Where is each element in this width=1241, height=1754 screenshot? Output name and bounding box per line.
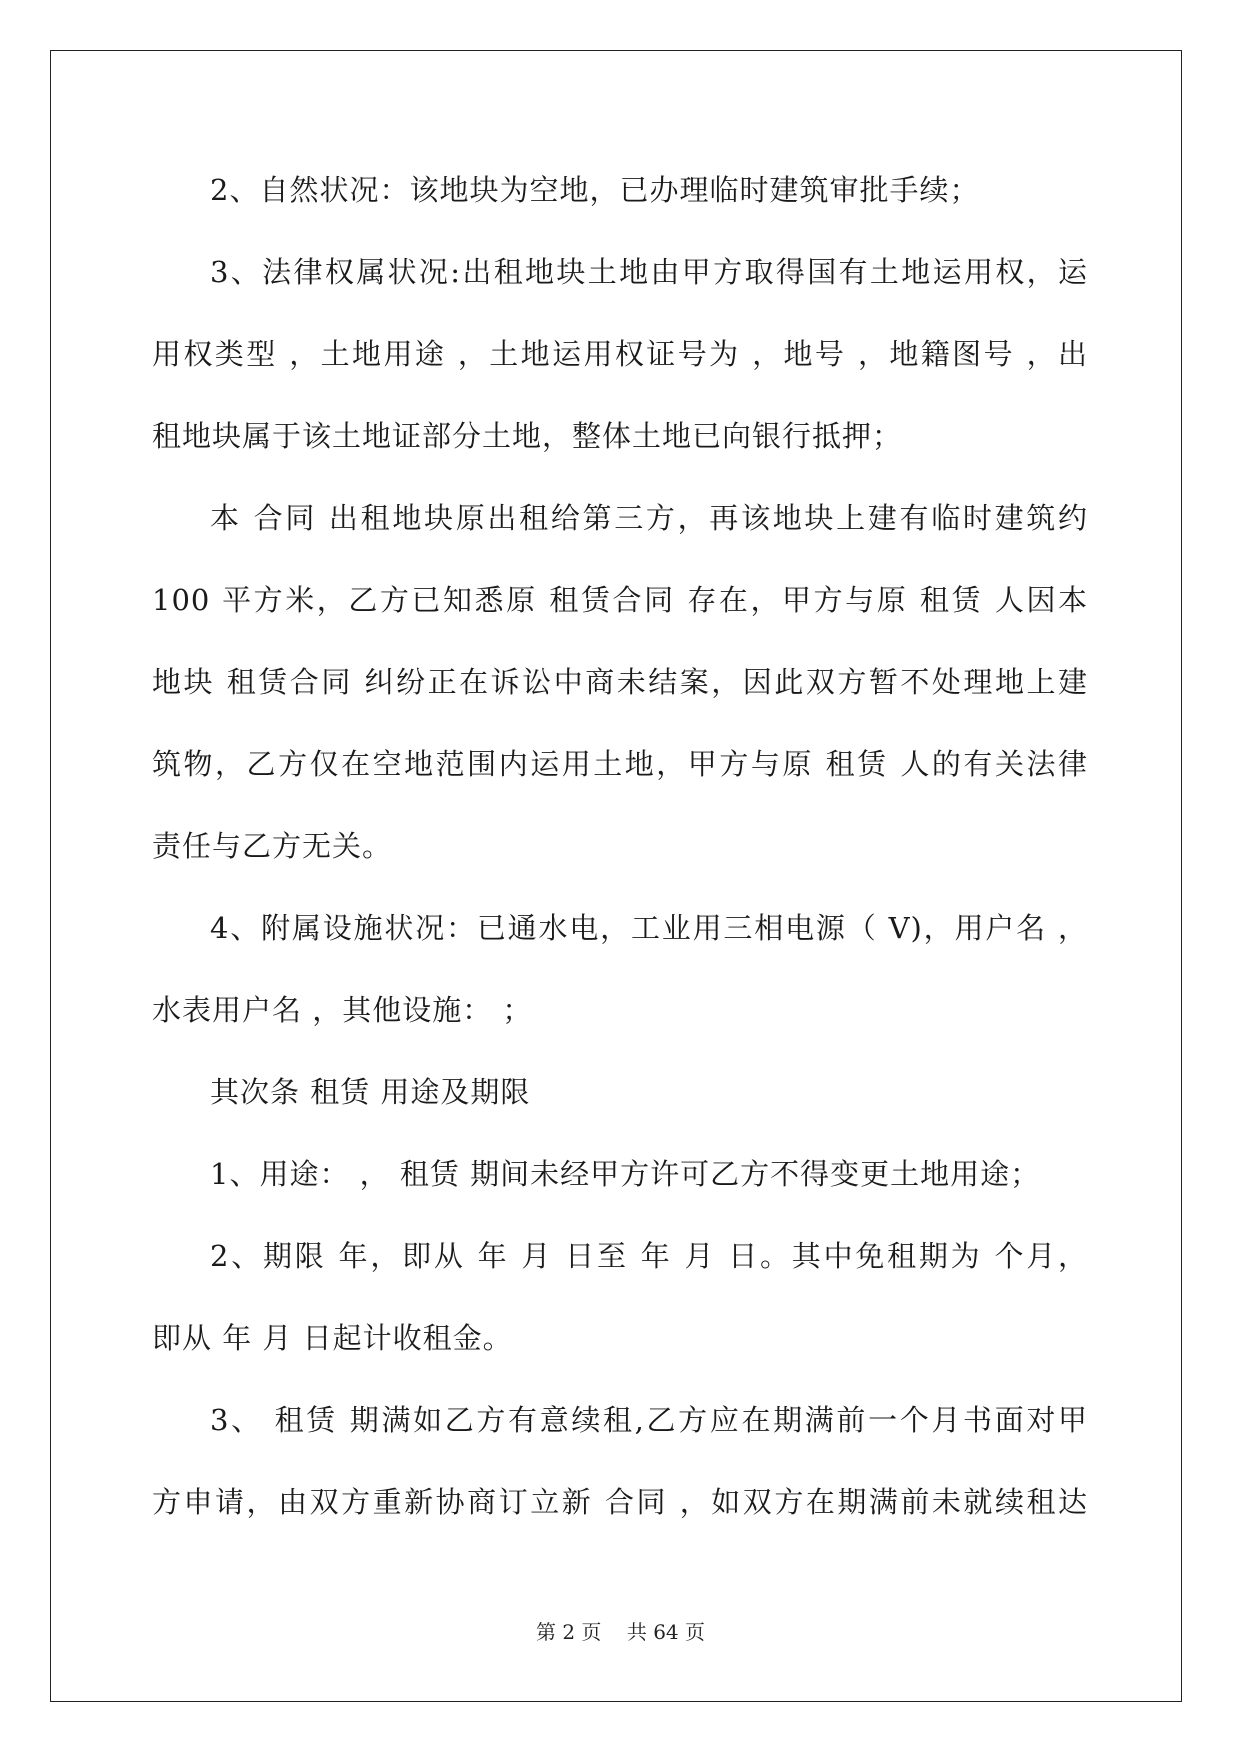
text-line: 3、 租赁 期满如乙方有意续租,乙方应在期满前一个月书面对甲 xyxy=(210,1403,1088,1437)
text-line: 1、用途： ， 租赁 期间未经甲方许可乙方不得变更土地用途； xyxy=(210,1157,1041,1191)
text-line: 租地块属于该土地证部分土地，整体土地已向银行抵押； xyxy=(152,419,903,453)
text-line: 水表用户名 ，其他设施： ； xyxy=(152,993,533,1027)
text-line: 3、法律权属状况:出租地块土地由甲方取得国有土地运用权，运 xyxy=(210,255,1088,289)
text-line: 2、期限 年，即从 年 月 日至 年 月 日。其中免租期为 个月， xyxy=(210,1239,1088,1273)
document-body xyxy=(152,160,1088,1554)
text-line: 筑物，乙方仅在空地范围内运用土地，甲方与原 租赁 人的有关法律 xyxy=(152,747,1088,781)
text-line: 方申请，由双方重新协商订立新 合同 ，如双方在期满前未就续租达 xyxy=(152,1485,1088,1519)
text-line: 2、自然状况：该地块为空地，已办理临时建筑审批手续； xyxy=(210,173,980,207)
text-line: 用权类型 ，土地用途 ，土地运用权证号为 ，地号 ，地籍图号 ，出 xyxy=(152,337,1088,371)
text-line: 本 合同 出租地块原出租给第三方，再该地块上建有临时建筑约 xyxy=(210,501,1088,535)
text-line: 地块 租赁合同 纠纷正在诉讼中商未结案，因此双方暂不处理地上建 xyxy=(152,665,1088,699)
text-line: 责任与乙方无关。 xyxy=(152,829,393,863)
text-line: 即从 年 月 日起计收租金。 xyxy=(152,1321,513,1355)
text-line: 其次条 租赁 用途及期限 xyxy=(210,1075,531,1109)
text-line: 4、附属设施状况：已通水电，工业用三相电源（ V)，用户名 ， xyxy=(210,911,1088,945)
text-line: 100 平方米，乙方已知悉原 租赁合同 存在，甲方与原 租赁 人因本 xyxy=(152,583,1088,617)
page-number-footer: 第 2 页 共 64 页 xyxy=(535,1620,706,1644)
